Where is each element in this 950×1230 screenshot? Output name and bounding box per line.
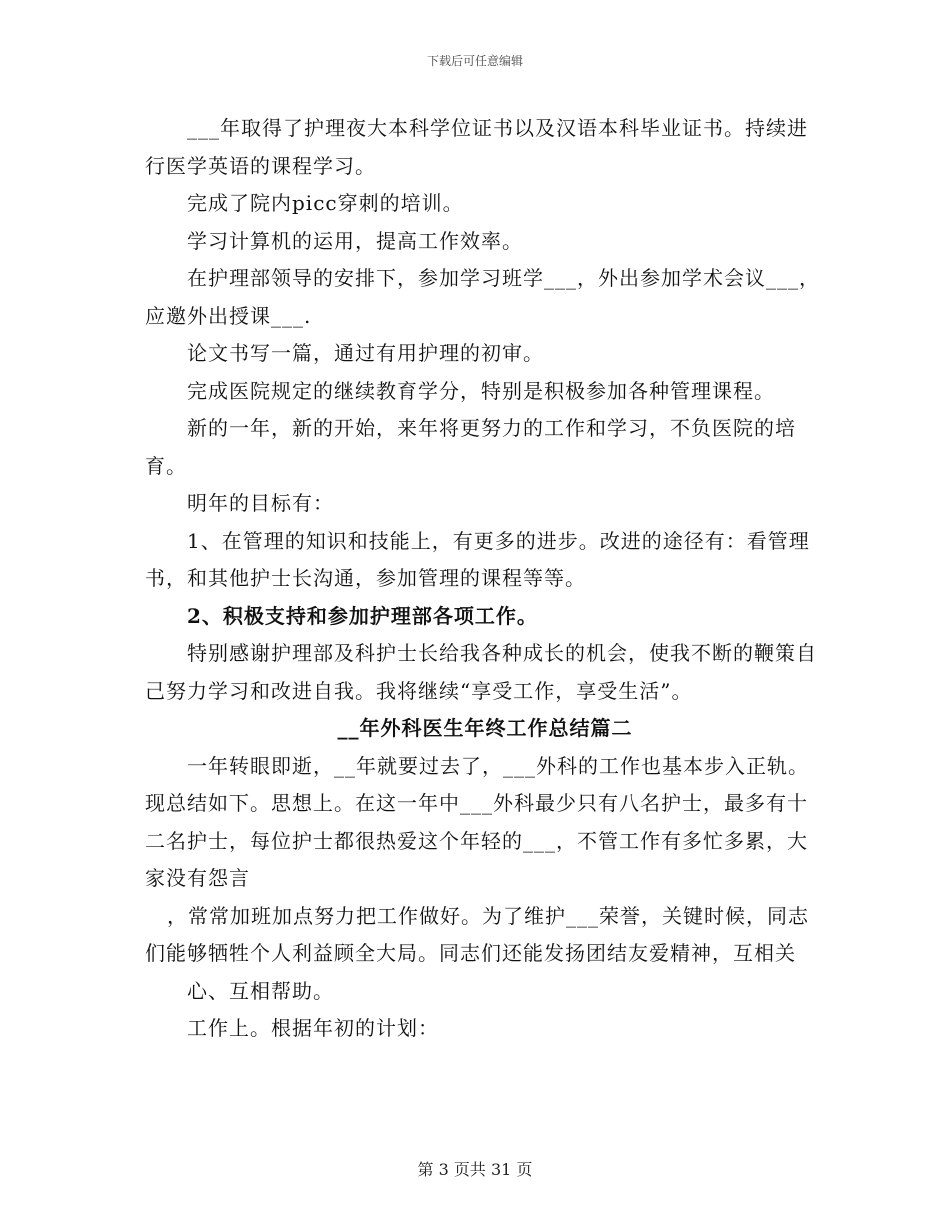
paragraph-thanks: 特别感谢护理部及科护士长给我各种成长的机会，使我不断的鞭策自己努力学习和改进自我。我将继续“享受工作，享受生活”。 bbox=[145, 641, 817, 703]
paragraph-summary-1: 一年转眼即逝，__年就要过去了，___外科的工作也基本步入正轨。现总结如下。思想上。在这一年中___外科最少只有八名护士，最多有十二名护士，每位护士都很热爱这个年轻的___，不管工作有多忙多累，大家没有怨言 bbox=[145, 753, 809, 890]
paragraph-goals-intro: 明年的目标有： bbox=[187, 491, 334, 515]
paragraph-credits: 完成医院规定的继续教育学分，特别是积极参加各种管理课程。 bbox=[187, 378, 775, 403]
section-heading: __年外科医生年终工作总结篇二 bbox=[337, 716, 633, 740]
document-body bbox=[145, 110, 825, 1048]
paragraph-summary-2: ，常常加班加点努力把工作做好。为了维护___荣誉，关键时候，同志们能够牺牲个人利益顾全大局。同志们还能发扬团结友爱精神，互相关 bbox=[145, 903, 809, 965]
paragraph-degree: ___年取得了护理夜大本科学位证书以及汉语本科毕业证书。持续进行医学英语的课程学习。 bbox=[145, 116, 808, 178]
paragraph-goal-2: 2、积极支持和参加护理部各项工作。 bbox=[187, 603, 538, 628]
paragraph-work-plan: 工作上。根据年初的计划： bbox=[187, 1016, 439, 1040]
paragraph-summary-3: 心、互相帮助。 bbox=[187, 978, 334, 1003]
paragraph-new-year: 新的一年，新的开始，来年将更努力的工作和学习，不负医院的培育。 bbox=[145, 416, 796, 478]
paragraph-picc: 完成了院内picc穿刺的培训。 bbox=[187, 191, 464, 215]
paragraph-thesis: 论文书写一篇，通过有用护理的初审。 bbox=[187, 341, 544, 365]
page-footer: 第 3 页共 31 页 bbox=[417, 1160, 533, 1179]
page-header: 下载后可任意编辑 bbox=[426, 54, 523, 68]
paragraph-training: 在护理部领导的安排下，参加学习班学___，外出参加学术会议___，应邀外出授课___. bbox=[145, 266, 820, 328]
paragraph-goal-1: 1、在管理的知识和技能上，有更多的进步。改进的途径有：看管理书，和其他护士长沟通，参加管理的课程等等。 bbox=[145, 528, 810, 590]
paragraph-computer: 学习计算机的运用，提高工作效率。 bbox=[187, 228, 523, 253]
